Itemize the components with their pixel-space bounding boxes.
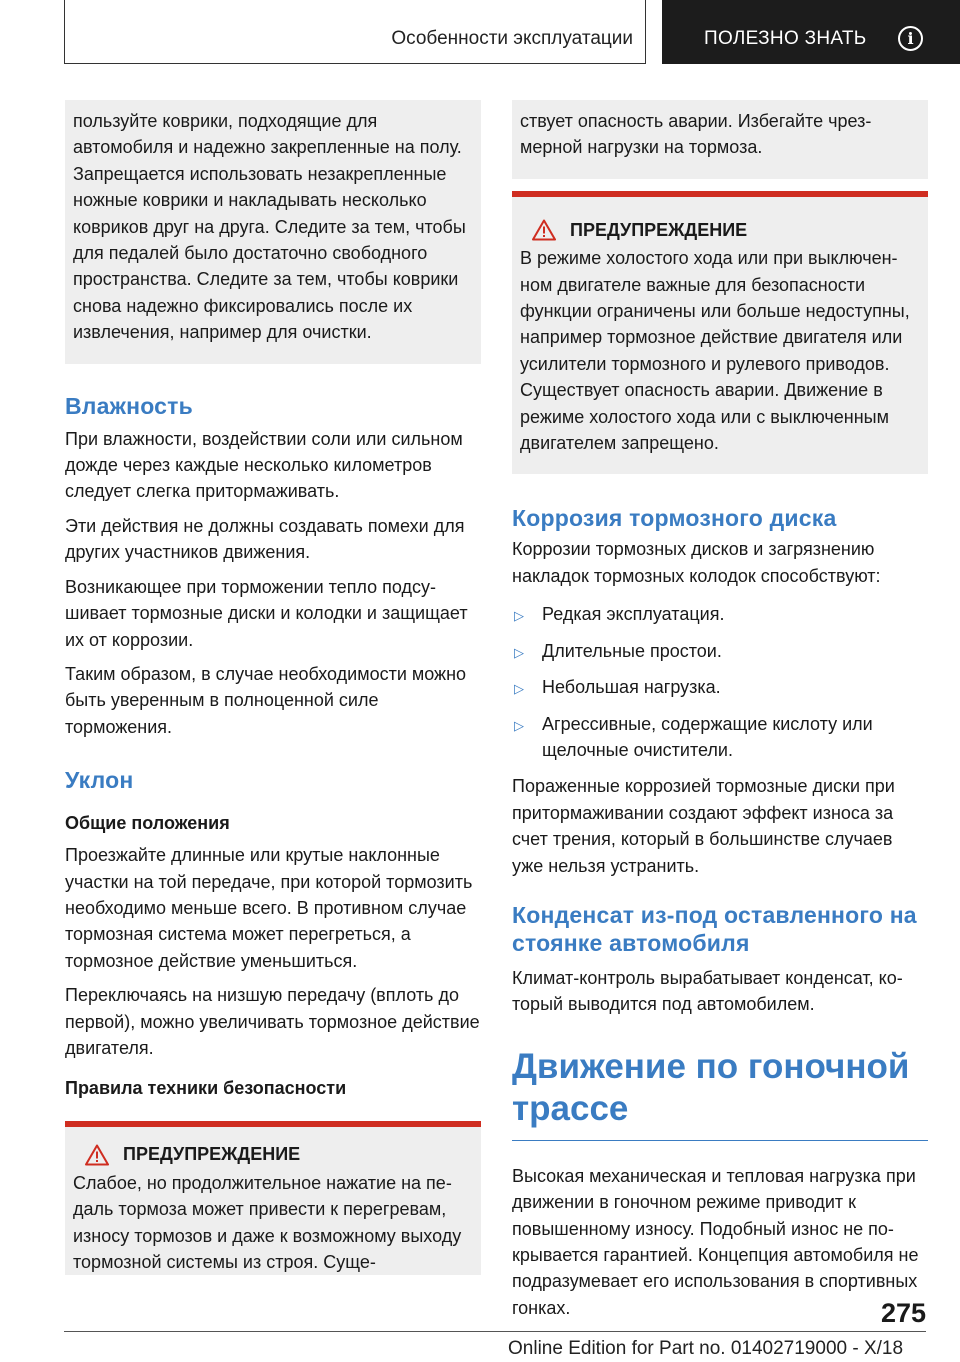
condensate-text: Климат-контроль вырабатывает конденсат, который выводится под автомобилем. bbox=[512, 967, 903, 1015]
triangle-bullet-icon: ▷ bbox=[514, 717, 524, 733]
slope-paragraph: Переключаясь на низшую передачу (вплоть до первой), можно увеличивать тормозное действие двигателя. bbox=[65, 985, 480, 1058]
warning-triangle-icon bbox=[532, 219, 556, 241]
safety-subheading: Правила техники безопасности bbox=[65, 1078, 347, 1099]
list-item: ▷ Небольшая нагрузка. bbox=[512, 674, 928, 700]
warning-label: ПРЕДУПРЕЖДЕНИЕ bbox=[570, 219, 748, 240]
note-box bbox=[65, 100, 481, 364]
header-chapter-title: ПОЛЕЗНО ЗНАТЬ bbox=[704, 28, 867, 49]
triangle-bullet-icon: ▷ bbox=[514, 681, 524, 697]
warning-text: Слабое, но продолжительное нажатие на педаль тормоза может привести к перегревам, износу тормозов и даже к возможному выходу тормозной системы из строя. Суще- bbox=[73, 1172, 462, 1272]
slope-heading: Уклон bbox=[65, 767, 134, 794]
right-column bbox=[512, 100, 928, 1321]
header-section-title: Особенности эксплуатации bbox=[391, 28, 633, 49]
triangle-bullet-icon: ▷ bbox=[514, 608, 524, 624]
humidity-paragraph: Возникающее при торможении тепло подсушивает тормозные диски и колодки и защищает их от коррозии. bbox=[65, 576, 468, 650]
humidity-heading: Влажность bbox=[65, 392, 193, 419]
race-heading: Движение по гоночной трассе bbox=[512, 1046, 910, 1128]
condensate-heading: Конденсат из-под оставленного на стоянке автомобиля bbox=[512, 901, 917, 956]
warning-label: ПРЕДУПРЕЖДЕНИЕ bbox=[123, 1144, 301, 1165]
humidity-paragraph: Эти действия не должны создавать помехи для других участников движения. bbox=[65, 515, 465, 563]
humidity-paragraph: При влажности, воздействии соли или сильном дожде через каждые несколько километров следует слегка притормаживать. bbox=[65, 428, 463, 502]
warning-triangle-icon bbox=[85, 1144, 109, 1166]
triangle-bullet-icon: ▷ bbox=[514, 644, 524, 660]
race-text: Высокая механическая и тепловая нагрузка при движении в гоночном режиме приводит к повышенному износу. Подобный износ не покрывается гарантией. Концепция автомобиля не подразумевает его использования в спортивных гонках. bbox=[512, 1165, 919, 1318]
continued-warning-text: ствует опасность аварии. Избегайте чрезмерной нагрузки на тормоза. bbox=[520, 111, 872, 158]
warning-box bbox=[512, 197, 928, 475]
page-number: 275 bbox=[880, 1298, 926, 1328]
warning-text: В режиме холостого хода или при выключенном двигателе важные для безопасности функции ограничены или больше недоступны, например тормозное действие двигателя или усилители тормозного и рулевого приводов. Существует опасность аварии. Движение в режиме холостого хода или с выключенным двигателем запрещено. bbox=[520, 248, 910, 454]
warning-box bbox=[65, 1127, 481, 1275]
header-chapter-tab bbox=[662, 0, 960, 64]
info-icon: i bbox=[898, 26, 923, 51]
footer-divider bbox=[64, 1331, 926, 1332]
list-item: ▷ Длительные простои. bbox=[512, 638, 928, 664]
header-section-tab bbox=[64, 0, 646, 64]
list-item: ▷ Редкая эксплуатация. bbox=[512, 601, 928, 627]
corrosion-intro: Коррозии тормозных дисков и загрязнению накладок тормозных колодок способствуют: bbox=[512, 539, 881, 586]
continued-warning-box bbox=[512, 100, 928, 179]
corrosion-list bbox=[512, 601, 928, 763]
humidity-paragraph: Таким образом, в случае необходимости можно быть уверенным в полноценной силе торможения. bbox=[65, 663, 467, 737]
list-item: ▷ Агрессивные, содержащие кислоту или щелочные очистители. bbox=[514, 713, 873, 760]
left-column bbox=[65, 100, 481, 1275]
slope-paragraph: Проезжайте длинные или крутые наклонные участки на той передаче, при которой тормозить необходимо меньше всего. В противном случае тормозная система может перегреться, а тормозное действие уменьшиться. bbox=[65, 845, 473, 971]
corrosion-heading: Коррозия тормозного диска bbox=[512, 505, 837, 532]
slope-subheading: Общие положения bbox=[65, 813, 230, 834]
corrosion-outro: Пораженные коррозией тормозные диски при притормаживании создают эффект износа за счет трения, который в большинстве случаев уже нельзя устранить. bbox=[512, 776, 895, 876]
edition-footer: Online Edition for Part no. 01402719000 - X/18 bbox=[508, 1338, 904, 1359]
note-text: пользуйте коврики, подходящие для автомобиля и надежно закрепленные на полу. Запрещается использовать незакрепленные ножные коврики и накладывать несколько ковриков друг на друга. Следите за тем, чтобы для педалей было достаточно свободного пространства. Следите за тем, чтобы коврики снова надежно фиксировались после их извлечения, например для очистки. bbox=[73, 111, 466, 343]
